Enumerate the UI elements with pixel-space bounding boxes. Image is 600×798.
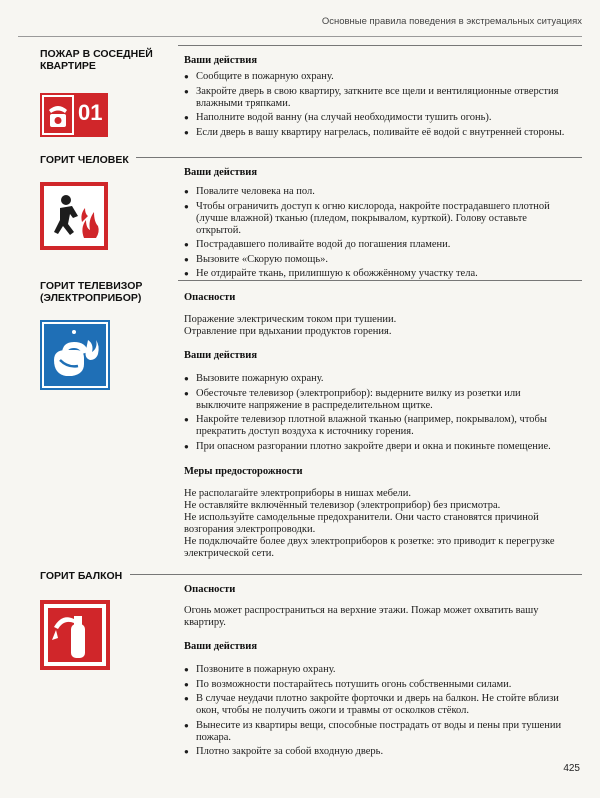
paragraph: Не располагайте электроприборы в нишах мебели.: [184, 488, 412, 499]
dangers-text: [184, 605, 570, 629]
list-item: ● Закройте дверь в свою квартиру, заткните все щели и вентиляционные отверстия влажными тряпками.: [184, 86, 570, 110]
list-item: ● Обесточьте телевизор (электроприбор): выдерните вилку из розетки или выключите напряжение в распределительном щитке.: [184, 388, 570, 412]
paragraph: Поражение электрическим током при тушении.: [184, 314, 397, 325]
list-item: ● Чтобы ограничить доступ к огню кислорода, накройте пострадавшего плотной (лучше влажной) тканью (пледом, покрывалом, курткой). Голову оставьте открытой.: [184, 201, 570, 237]
electrical-fire-sign-icon: [40, 320, 110, 395]
actions-heading: Ваши действия: [184, 55, 258, 66]
list-item: ● Пострадавшего поливайте водой до погашения пламени.: [184, 239, 570, 251]
list-item: ● Вызовите «Скорую помощь».: [184, 254, 570, 266]
section-divider: [130, 574, 582, 575]
list-item: ● В случае неудачи плотно закройте форточки и дверь на балкон. Не стойте вблизи окон, чтобы не получить ожоги и травмы от осколков стёкол.: [184, 693, 570, 717]
actions-list: [184, 71, 570, 141]
section-divider: [178, 280, 582, 281]
paragraph: Отравление при вдыхании продуктов горения.: [184, 326, 392, 337]
section-title-neighbor-fire: ПОЖАР В СОСЕДНЕЙ КВАРТИРЕ: [40, 48, 153, 72]
page-number: 425: [563, 763, 580, 774]
precautions-heading: Меры предосторожности: [184, 466, 303, 477]
list-item: ● Сообщите в пожарную охрану.: [184, 71, 570, 83]
list-item: ● Не отдирайте ткань, прилипшую к обожжённому участку тела.: [184, 268, 570, 280]
section-divider: [136, 157, 582, 158]
dangers-text: [184, 314, 570, 338]
section-title-balcony-fire: ГОРИТ БАЛКОН: [40, 570, 123, 582]
paragraph: Не используйте самодельные предохранители. Они часто становятся причиной возгорания электропроводки.: [184, 512, 539, 535]
paragraph: Огонь может распространиться на верхние этажи. Пожар может охватить вашу квартиру.: [184, 605, 539, 628]
list-item: ● Вынесите из квартиры вещи, способные пострадать от воды и пены при тушении пожара.: [184, 720, 570, 744]
list-item: ● Если дверь в вашу квартиру нагрелась, поливайте её водой с внутренней стороны.: [184, 127, 570, 139]
actions-list: [184, 664, 570, 761]
section-title-tv-fire: ГОРИТ ТЕЛЕВИЗОР (ЭЛЕКТРОПРИБОР): [40, 280, 143, 304]
actions-heading: Ваши действия: [184, 641, 258, 652]
actions-list: [184, 373, 570, 455]
paragraph: Не подключайте более двух электроприборов к розетке: это приводит к перегрузке электрической сети.: [184, 536, 555, 559]
dangers-heading: Опасности: [184, 584, 236, 595]
section-title-person-on-fire: ГОРИТ ЧЕЛОВЕК: [40, 154, 129, 166]
actions-heading: Ваши действия: [184, 167, 258, 178]
precautions-text: [184, 488, 570, 560]
dangers-heading: Опасности: [184, 292, 236, 303]
actions-heading: Ваши действия: [184, 350, 258, 361]
section-divider: [178, 45, 582, 46]
list-item: ● При опасном разгорании плотно закройте двери и окна и покиньте помещение.: [184, 441, 570, 453]
burning-person-sign-icon: [40, 182, 108, 255]
paragraph: Не оставляйте включённый телевизор (электроприбор) без присмотра.: [184, 500, 501, 511]
emergency-number: 01: [78, 100, 103, 125]
list-item: ● Позвоните в пожарную охрану.: [184, 664, 570, 676]
list-item: ● Повалите человека на пол.: [184, 186, 570, 198]
fire-extinguisher-sign-icon: [40, 600, 110, 675]
list-item: ● Вызовите пожарную охрану.: [184, 373, 570, 385]
actions-list: [184, 186, 570, 283]
list-item: ● Наполните водой ванну (на случай необходимости тушить огонь).: [184, 112, 570, 124]
list-item: ● Плотно закройте за собой входную дверь.: [184, 746, 570, 758]
list-item: ● По возможности постарайтесь потушить огонь собственными силами.: [184, 679, 570, 691]
running-header: [18, 16, 582, 37]
running-title: Основные правила поведения в экстремальных ситуациях: [321, 16, 582, 27]
list-item: ● Накройте телевизор плотной влажной тканью (например, покрывалом), чтобы прекратить доступ воздуха к источнику горения.: [184, 414, 570, 438]
